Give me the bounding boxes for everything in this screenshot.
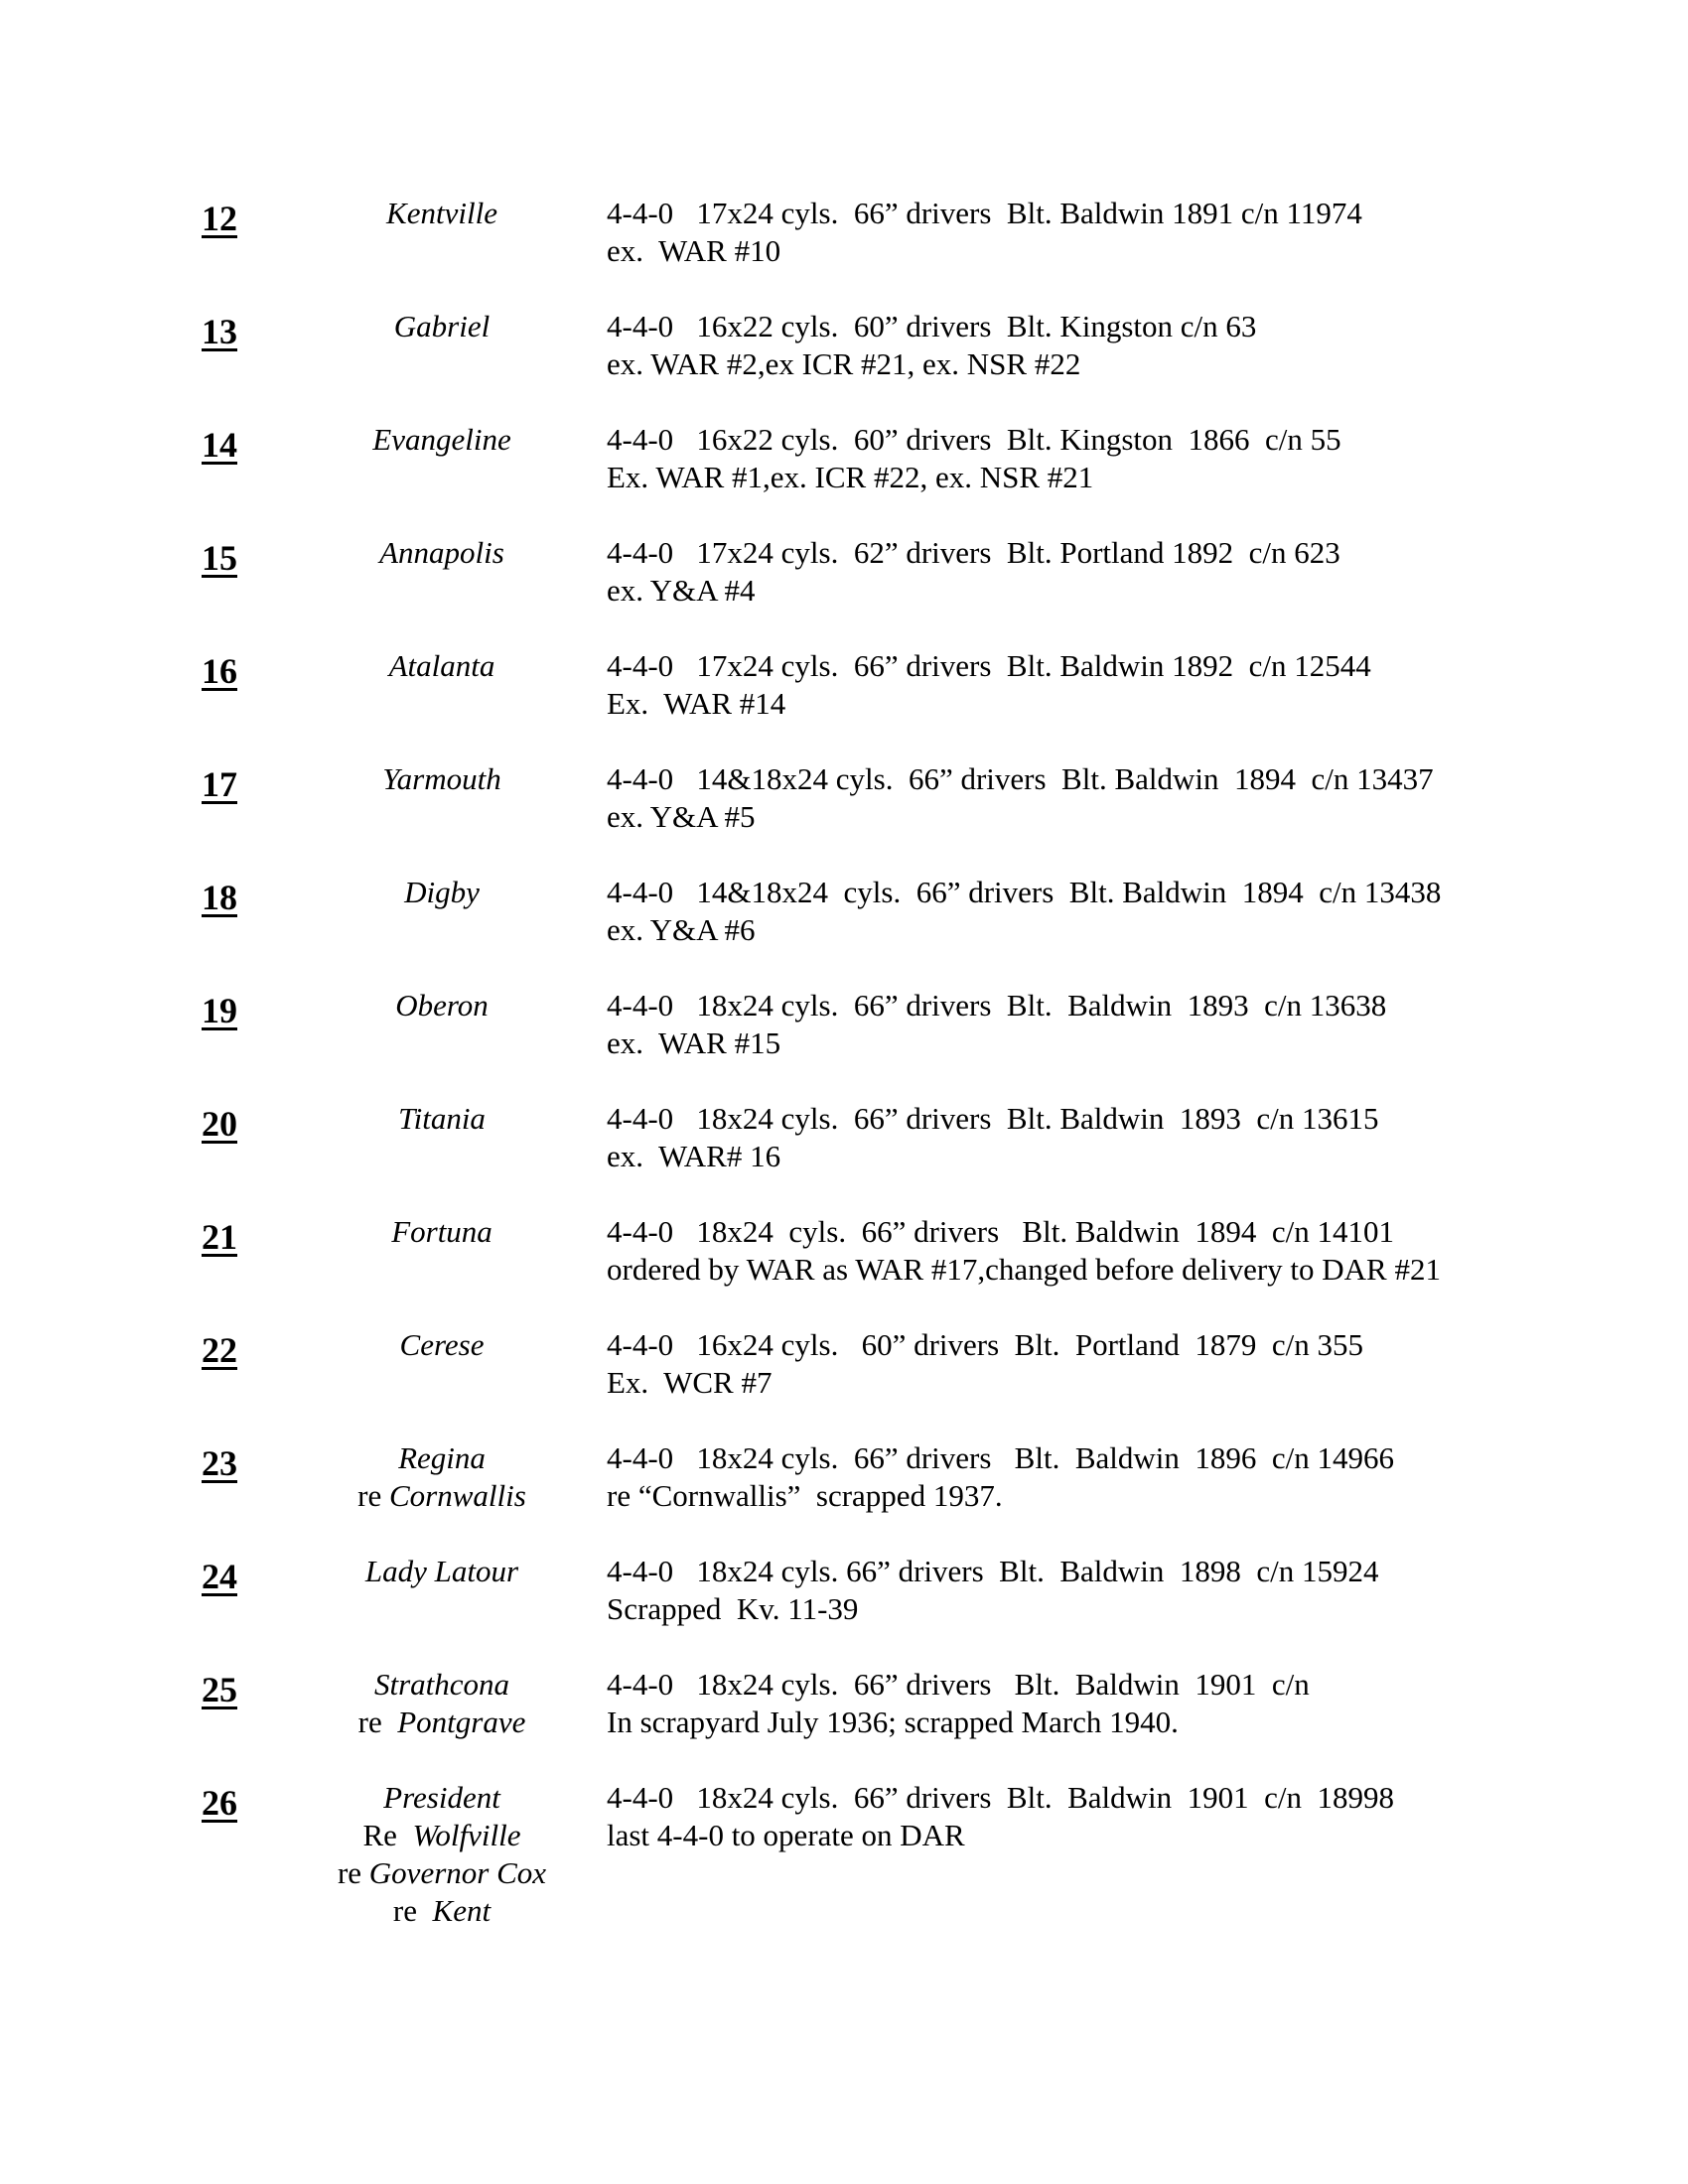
rename-prefix: re <box>357 1705 398 1739</box>
description-line: re “Cornwallis” scrapped 1937. <box>607 1478 1003 1513</box>
rename-prefix: re <box>392 1893 433 1928</box>
engine-name-line <box>298 1817 586 1854</box>
engine-name-line <box>298 421 586 459</box>
engine-names <box>298 874 586 911</box>
engine-names <box>298 1100 586 1138</box>
engine-name: Lady Latour <box>364 1554 519 1588</box>
engine-name: Oberon <box>395 988 489 1023</box>
description-line: 4-4-0 14&18x24 cyls. 66” drivers Blt. Baldwin 1894 c/n 13437 <box>607 761 1434 796</box>
engine-name-line <box>298 1854 586 1892</box>
engine-name-line <box>298 1892 586 1930</box>
description-line: 4-4-0 16x24 cyls. 60” drivers Blt. Portland 1879 c/n 355 <box>607 1327 1363 1362</box>
engine-name: Cornwallis <box>389 1478 526 1513</box>
description-line: 4-4-0 16x22 cyls. 60” drivers Blt. Kingston c/n 63 <box>607 309 1257 343</box>
engine-number: 19 <box>202 991 237 1030</box>
engine-names <box>298 1553 586 1590</box>
engine-names <box>298 195 586 232</box>
engine-names <box>298 647 586 685</box>
engine-name-line <box>298 874 586 911</box>
engine-number: 18 <box>202 878 237 917</box>
engine-number: 17 <box>202 764 237 804</box>
engine-description <box>607 760 1434 836</box>
engine-number: 20 <box>202 1104 237 1144</box>
description-line: ex. WAR #15 <box>607 1025 781 1060</box>
engine-names <box>298 1666 586 1741</box>
engine-name: Fortuna <box>391 1214 492 1249</box>
engine-name-line <box>298 1704 586 1741</box>
roster-entry <box>0 195 1688 308</box>
engine-name: Strathcona <box>373 1667 510 1702</box>
roster-entry <box>0 874 1688 987</box>
engine-names <box>298 1779 586 1930</box>
description-line: ex. Y&A #5 <box>607 799 756 834</box>
engine-number: 23 <box>202 1443 237 1483</box>
engine-name-line <box>298 647 586 685</box>
description-line: Ex. WAR #1,ex. ICR #22, ex. NSR #21 <box>607 460 1094 494</box>
roster-entry <box>0 760 1688 874</box>
engine-description <box>607 1326 1363 1402</box>
engine-names <box>298 1439 586 1515</box>
engine-names <box>298 308 586 345</box>
roster-entry <box>0 1553 1688 1666</box>
description-line: Ex. WCR #7 <box>607 1365 773 1400</box>
engine-name: Kentville <box>386 196 497 230</box>
engine-description <box>607 1439 1394 1515</box>
engine-number: 13 <box>202 312 237 351</box>
engine-names <box>298 1213 586 1251</box>
engine-number: 24 <box>202 1557 237 1596</box>
description-line: 4-4-0 18x24 cyls. 66” drivers Blt. Baldwin 1901 c/n 18998 <box>607 1780 1394 1815</box>
description-line: ex. Y&A #4 <box>607 573 756 608</box>
engine-description <box>607 987 1386 1062</box>
description-line: 4-4-0 18x24 cyls. 66” drivers Blt. Baldwin 1894 c/n 14101 <box>607 1214 1394 1249</box>
description-line: ex. WAR #10 <box>607 233 781 268</box>
engine-names <box>298 1326 586 1364</box>
engine-name-line <box>298 1779 586 1817</box>
engine-name: Governor Cox <box>368 1855 547 1890</box>
engine-names <box>298 421 586 459</box>
engine-name: President <box>383 1780 500 1815</box>
engine-name-line <box>298 1326 586 1364</box>
engine-name-line <box>298 760 586 798</box>
roster-entry <box>0 987 1688 1100</box>
engine-description <box>607 874 1441 949</box>
engine-name-line <box>298 1553 586 1590</box>
rename-prefix: Re <box>362 1818 413 1852</box>
rename-prefix: re <box>337 1855 369 1890</box>
engine-name: Annapolis <box>379 535 504 570</box>
engine-name-line <box>298 1439 586 1477</box>
engine-description <box>607 1666 1310 1741</box>
description-line: Scrapped Kv. 11-39 <box>607 1591 859 1626</box>
engine-description <box>607 308 1256 383</box>
engine-number: 26 <box>202 1783 237 1823</box>
description-line: 4-4-0 18x24 cyls. 66” drivers Blt. Baldwin 1893 c/n 13615 <box>607 1101 1379 1136</box>
description-line: ex. WAR #2,ex ICR #21, ex. NSR #22 <box>607 346 1081 381</box>
description-line: 4-4-0 17x24 cyls. 66” drivers Blt. Baldwin 1892 c/n 12544 <box>607 648 1371 683</box>
engine-description <box>607 647 1371 723</box>
roster-entry <box>0 308 1688 421</box>
roster-entry <box>0 534 1688 647</box>
roster-entry <box>0 647 1688 760</box>
engine-description <box>607 1553 1379 1628</box>
engine-number: 16 <box>202 651 237 691</box>
description-line: In scrapyard July 1936; scrapped March 1940. <box>607 1705 1179 1739</box>
engine-description <box>607 1100 1379 1175</box>
engine-name: Yarmouth <box>382 761 501 796</box>
description-line: 4-4-0 14&18x24 cyls. 66” drivers Blt. Baldwin 1894 c/n 13438 <box>607 875 1442 909</box>
engine-number: 25 <box>202 1670 237 1709</box>
engine-name-line <box>298 308 586 345</box>
engine-name-line <box>298 1213 586 1251</box>
engine-name: Gabriel <box>393 309 491 343</box>
engine-names <box>298 987 586 1024</box>
engine-description <box>607 1213 1441 1289</box>
roster-entry <box>0 1100 1688 1213</box>
description-line: 4-4-0 18x24 cyls. 66” drivers Blt. Baldwin 1893 c/n 13638 <box>607 988 1387 1023</box>
roster-entry <box>0 1666 1688 1779</box>
engine-name-line <box>298 987 586 1024</box>
roster-entry <box>0 1779 1688 1928</box>
engine-name: Titania <box>398 1101 486 1136</box>
engine-name-line <box>298 1666 586 1704</box>
description-line: 4-4-0 16x22 cyls. 60” drivers Blt. Kingston 1866 c/n 55 <box>607 422 1341 457</box>
description-line: 4-4-0 17x24 cyls. 62” drivers Blt. Portland 1892 c/n 623 <box>607 535 1340 570</box>
engine-number: 14 <box>202 425 237 465</box>
roster-entry <box>0 421 1688 534</box>
engine-number: 22 <box>202 1330 237 1370</box>
description-line: Ex. WAR #14 <box>607 686 786 721</box>
description-line: 4-4-0 18x24 cyls. 66” drivers Blt. Baldwin 1901 c/n <box>607 1667 1310 1702</box>
engine-name-line <box>298 1100 586 1138</box>
engine-description <box>607 534 1340 610</box>
engine-name-line <box>298 1477 586 1515</box>
engine-names <box>298 760 586 798</box>
engine-name: Pontgrave <box>397 1705 526 1739</box>
engine-name-line <box>298 195 586 232</box>
engine-name: Kent <box>432 1893 492 1928</box>
engine-description <box>607 421 1341 496</box>
description-line: last 4-4-0 to operate on DAR <box>607 1818 965 1852</box>
engine-description <box>607 195 1362 270</box>
description-line: 4-4-0 17x24 cyls. 66” drivers Blt. Baldwin 1891 c/n 11974 <box>607 196 1362 230</box>
engine-number: 21 <box>202 1217 237 1257</box>
engine-number: 12 <box>202 199 237 238</box>
engine-name: Regina <box>398 1440 486 1475</box>
roster-entry <box>0 1326 1688 1439</box>
engine-name-line <box>298 534 586 572</box>
engine-names <box>298 534 586 572</box>
engine-name: Cerese <box>399 1327 485 1362</box>
description-line: 4-4-0 18x24 cyls. 66” drivers Blt. Baldwin 1896 c/n 14966 <box>607 1440 1394 1475</box>
description-line: ordered by WAR as WAR #17,changed before delivery to DAR #21 <box>607 1252 1441 1287</box>
description-line: ex. Y&A #6 <box>607 912 756 947</box>
roster-entry <box>0 1213 1688 1326</box>
rename-prefix: re <box>357 1478 389 1513</box>
engine-number: 15 <box>202 538 237 578</box>
locomotive-roster <box>0 195 1688 1928</box>
engine-name: Atalanta <box>388 648 495 683</box>
engine-name: Digby <box>404 875 480 909</box>
engine-name: Wolfville <box>412 1818 521 1852</box>
roster-entry <box>0 1439 1688 1553</box>
description-line: ex. WAR# 16 <box>607 1139 781 1173</box>
engine-name: Evangeline <box>372 422 511 457</box>
description-line: 4-4-0 18x24 cyls. 66” drivers Blt. Baldwin 1898 c/n 15924 <box>607 1554 1379 1588</box>
engine-description <box>607 1779 1394 1854</box>
